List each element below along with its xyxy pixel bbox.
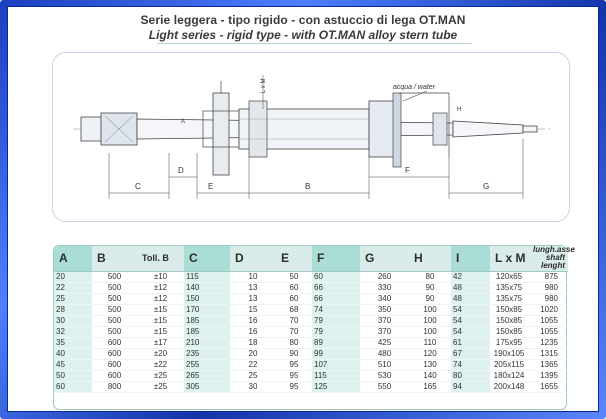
- bearing-bracket: [213, 93, 229, 175]
- table-row: [54, 315, 568, 326]
- table-cell: 1655: [528, 381, 568, 392]
- title-english: Light series - rigid type - with OT.MAN alloy stern tube: [148, 28, 458, 42]
- table-cell: 175x95: [490, 337, 528, 348]
- table-cell: 500: [92, 271, 137, 282]
- table-header-row: [54, 246, 568, 271]
- table-cell: 135x75: [490, 282, 528, 293]
- column-header: D: [230, 246, 276, 271]
- dim-label-c: C: [135, 182, 141, 191]
- table-cell: 99: [312, 348, 360, 359]
- table-cell: 180x124: [490, 370, 528, 381]
- table-cell: ±25: [137, 370, 184, 381]
- table-cell: 500: [92, 282, 137, 293]
- table-cell: 10: [230, 271, 276, 282]
- shaft-diagram-svg: [53, 53, 571, 223]
- column-header: G: [360, 246, 409, 271]
- table-cell: 90: [409, 282, 451, 293]
- dim-label-d: D: [178, 166, 184, 175]
- table-cell: 74: [312, 304, 360, 315]
- table-cell: 980: [528, 282, 568, 293]
- table-cell: 115: [312, 370, 360, 381]
- table-cell: 18: [230, 337, 276, 348]
- column-header: B: [92, 246, 137, 271]
- outer-bearing: [433, 113, 447, 145]
- table-cell: 28: [54, 304, 92, 315]
- table-row: [54, 271, 568, 282]
- table-cell: 90: [409, 293, 451, 304]
- dimensions-table: [54, 245, 575, 393]
- table-cell: 16: [230, 326, 276, 337]
- table-cell: 550: [360, 381, 409, 392]
- table-cell: 110: [409, 337, 451, 348]
- table-cell: 140: [409, 370, 451, 381]
- table-cell: 140: [184, 282, 230, 293]
- coupling-flange: [81, 117, 101, 141]
- table-cell: 30: [54, 315, 92, 326]
- dim-label-g: G: [483, 182, 490, 191]
- table-cell: 94: [451, 381, 490, 392]
- table-cell: 185: [184, 326, 230, 337]
- table-cell: 107: [312, 359, 360, 370]
- table-row: [54, 293, 568, 304]
- table-cell: ±22: [137, 359, 184, 370]
- shaft-drawing: [52, 52, 570, 222]
- table-cell: 95: [276, 359, 312, 370]
- table-row: [54, 348, 568, 359]
- table-cell: 60: [54, 381, 92, 392]
- table-cell: 305: [184, 381, 230, 392]
- table-cell: 190x105: [490, 348, 528, 359]
- dim-label-h: H: [457, 107, 462, 113]
- table-cell: 1055: [528, 326, 568, 337]
- table-cell: 54: [451, 304, 490, 315]
- table-cell: 150x85: [490, 326, 528, 337]
- table-cell: ±15: [137, 326, 184, 337]
- table-cell: 100: [409, 315, 451, 326]
- table-cell: 1235: [528, 337, 568, 348]
- table-cell: 48: [451, 293, 490, 304]
- table-cell: 150x85: [490, 315, 528, 326]
- table-cell: 25: [54, 293, 92, 304]
- table-cell: 1365: [528, 359, 568, 370]
- table-cell: 600: [92, 359, 137, 370]
- table-cell: 980: [528, 293, 568, 304]
- table-cell: 80: [276, 337, 312, 348]
- table-cell: 120: [409, 348, 451, 359]
- table-cell: 800: [92, 381, 137, 392]
- table-cell: 79: [312, 315, 360, 326]
- shaft-taper: [453, 121, 523, 137]
- table-cell: 210: [184, 337, 230, 348]
- table-cell: 340: [360, 293, 409, 304]
- table-cell: 1315: [528, 348, 568, 359]
- column-header: lungh.asse shaft lenght: [528, 246, 568, 271]
- shaft-thread: [523, 126, 537, 132]
- column-header: Toll. B: [137, 246, 184, 271]
- table-cell: 22: [230, 359, 276, 370]
- table-cell: 95: [276, 381, 312, 392]
- table-cell: 90: [276, 348, 312, 359]
- table-cell: 68: [276, 304, 312, 315]
- table-cell: 66: [312, 293, 360, 304]
- table-cell: 60: [312, 271, 360, 282]
- table-cell: 480: [360, 348, 409, 359]
- table-cell: 100: [409, 304, 451, 315]
- table-cell: 1395: [528, 370, 568, 381]
- table-cell: 510: [360, 359, 409, 370]
- table-cell: 45: [54, 359, 92, 370]
- table-cell: 67: [451, 348, 490, 359]
- table-cell: 875: [528, 271, 568, 282]
- table-cell: 265: [184, 370, 230, 381]
- table-cell: 600: [92, 348, 137, 359]
- table-cell: 150x85: [490, 304, 528, 315]
- table-cell: 60: [276, 282, 312, 293]
- table-cell: 255: [184, 359, 230, 370]
- table-cell: ±20: [137, 348, 184, 359]
- column-header: F: [312, 246, 360, 271]
- table-cell: 20: [230, 348, 276, 359]
- table-cell: 40: [54, 348, 92, 359]
- table-cell: 1020: [528, 304, 568, 315]
- page-canvas: [7, 6, 599, 412]
- dim-label-lm: L x M: [261, 78, 267, 93]
- table-cell: 600: [92, 337, 137, 348]
- table-cell: 600: [92, 370, 137, 381]
- column-header: H: [409, 246, 451, 271]
- column-header: A: [54, 246, 92, 271]
- table-cell: 22: [54, 282, 92, 293]
- table-cell: 20: [54, 271, 92, 282]
- table-body: [54, 271, 568, 392]
- table-cell: 13: [230, 282, 276, 293]
- table-row: [54, 304, 568, 315]
- table-row: [54, 381, 568, 392]
- table-row: [54, 359, 568, 370]
- table-cell: 74: [451, 359, 490, 370]
- table-cell: 13: [230, 293, 276, 304]
- table-cell: 100: [409, 326, 451, 337]
- table-cell: 1055: [528, 315, 568, 326]
- table-cell: 60: [276, 293, 312, 304]
- table-cell: 25: [230, 370, 276, 381]
- table-cell: 80: [409, 271, 451, 282]
- table-cell: 370: [360, 315, 409, 326]
- table-cell: 425: [360, 337, 409, 348]
- table-cell: ±17: [137, 337, 184, 348]
- table-cell: ±15: [137, 315, 184, 326]
- column-header: E: [276, 246, 312, 271]
- table-cell: 50: [276, 271, 312, 282]
- table-cell: 15: [230, 304, 276, 315]
- column-header: C: [184, 246, 230, 271]
- title-italian: Serie leggera - tipo rigido - con astuccio di lega OT.MAN: [140, 13, 466, 27]
- table-cell: 500: [92, 293, 137, 304]
- dim-label-e: E: [208, 182, 214, 191]
- table-cell: 200x148: [490, 381, 528, 392]
- table-cell: 79: [312, 326, 360, 337]
- table-cell: 54: [451, 315, 490, 326]
- table-cell: ±12: [137, 282, 184, 293]
- table-cell: 170: [184, 304, 230, 315]
- dim-label-a: A: [181, 119, 186, 125]
- column-header: I: [451, 246, 490, 271]
- table-cell: ±10: [137, 271, 184, 282]
- table-cell: ±25: [137, 381, 184, 392]
- table-cell: 130: [409, 359, 451, 370]
- table-cell: 500: [92, 326, 137, 337]
- table-cell: 260: [360, 271, 409, 282]
- table-cell: 32: [54, 326, 92, 337]
- table-cell: 66: [312, 282, 360, 293]
- table-cell: 95: [276, 370, 312, 381]
- table-cell: 330: [360, 282, 409, 293]
- table-cell: ±15: [137, 304, 184, 315]
- table-cell: 30: [230, 381, 276, 392]
- table-cell: 35: [54, 337, 92, 348]
- table-cell: 120x65: [490, 271, 528, 282]
- table-cell: 350: [360, 304, 409, 315]
- table-cell: 54: [451, 326, 490, 337]
- table-cell: 50: [54, 370, 92, 381]
- table-cell: 16: [230, 315, 276, 326]
- table-row: [54, 326, 568, 337]
- table-cell: 115: [184, 271, 230, 282]
- table-cell: 48: [451, 282, 490, 293]
- table-row: [54, 337, 568, 348]
- table-cell: 235: [184, 348, 230, 359]
- table-cell: 205x115: [490, 359, 528, 370]
- column-header: L x M: [490, 246, 528, 271]
- table-cell: 80: [451, 370, 490, 381]
- table-cell: 70: [276, 326, 312, 337]
- table-row: [54, 370, 568, 381]
- title-divider: [157, 43, 472, 44]
- water-label: acqua / water: [393, 84, 436, 91]
- table-cell: 500: [92, 304, 137, 315]
- table-cell: 500: [92, 315, 137, 326]
- table-cell: 165: [409, 381, 451, 392]
- table-cell: 42: [451, 271, 490, 282]
- table-cell: 185: [184, 315, 230, 326]
- table-cell: 135x75: [490, 293, 528, 304]
- dim-label-b: B: [305, 182, 311, 191]
- table-cell: 150: [184, 293, 230, 304]
- table-cell: ±12: [137, 293, 184, 304]
- table-cell: 370: [360, 326, 409, 337]
- dim-label-f: F: [405, 166, 410, 175]
- table-cell: 530: [360, 370, 409, 381]
- table-cell: 70: [276, 315, 312, 326]
- table-cell: 89: [312, 337, 360, 348]
- table-row: [54, 282, 568, 293]
- dimensions-table-container: [53, 245, 575, 410]
- table-cell: 61: [451, 337, 490, 348]
- table-cell: 125: [312, 381, 360, 392]
